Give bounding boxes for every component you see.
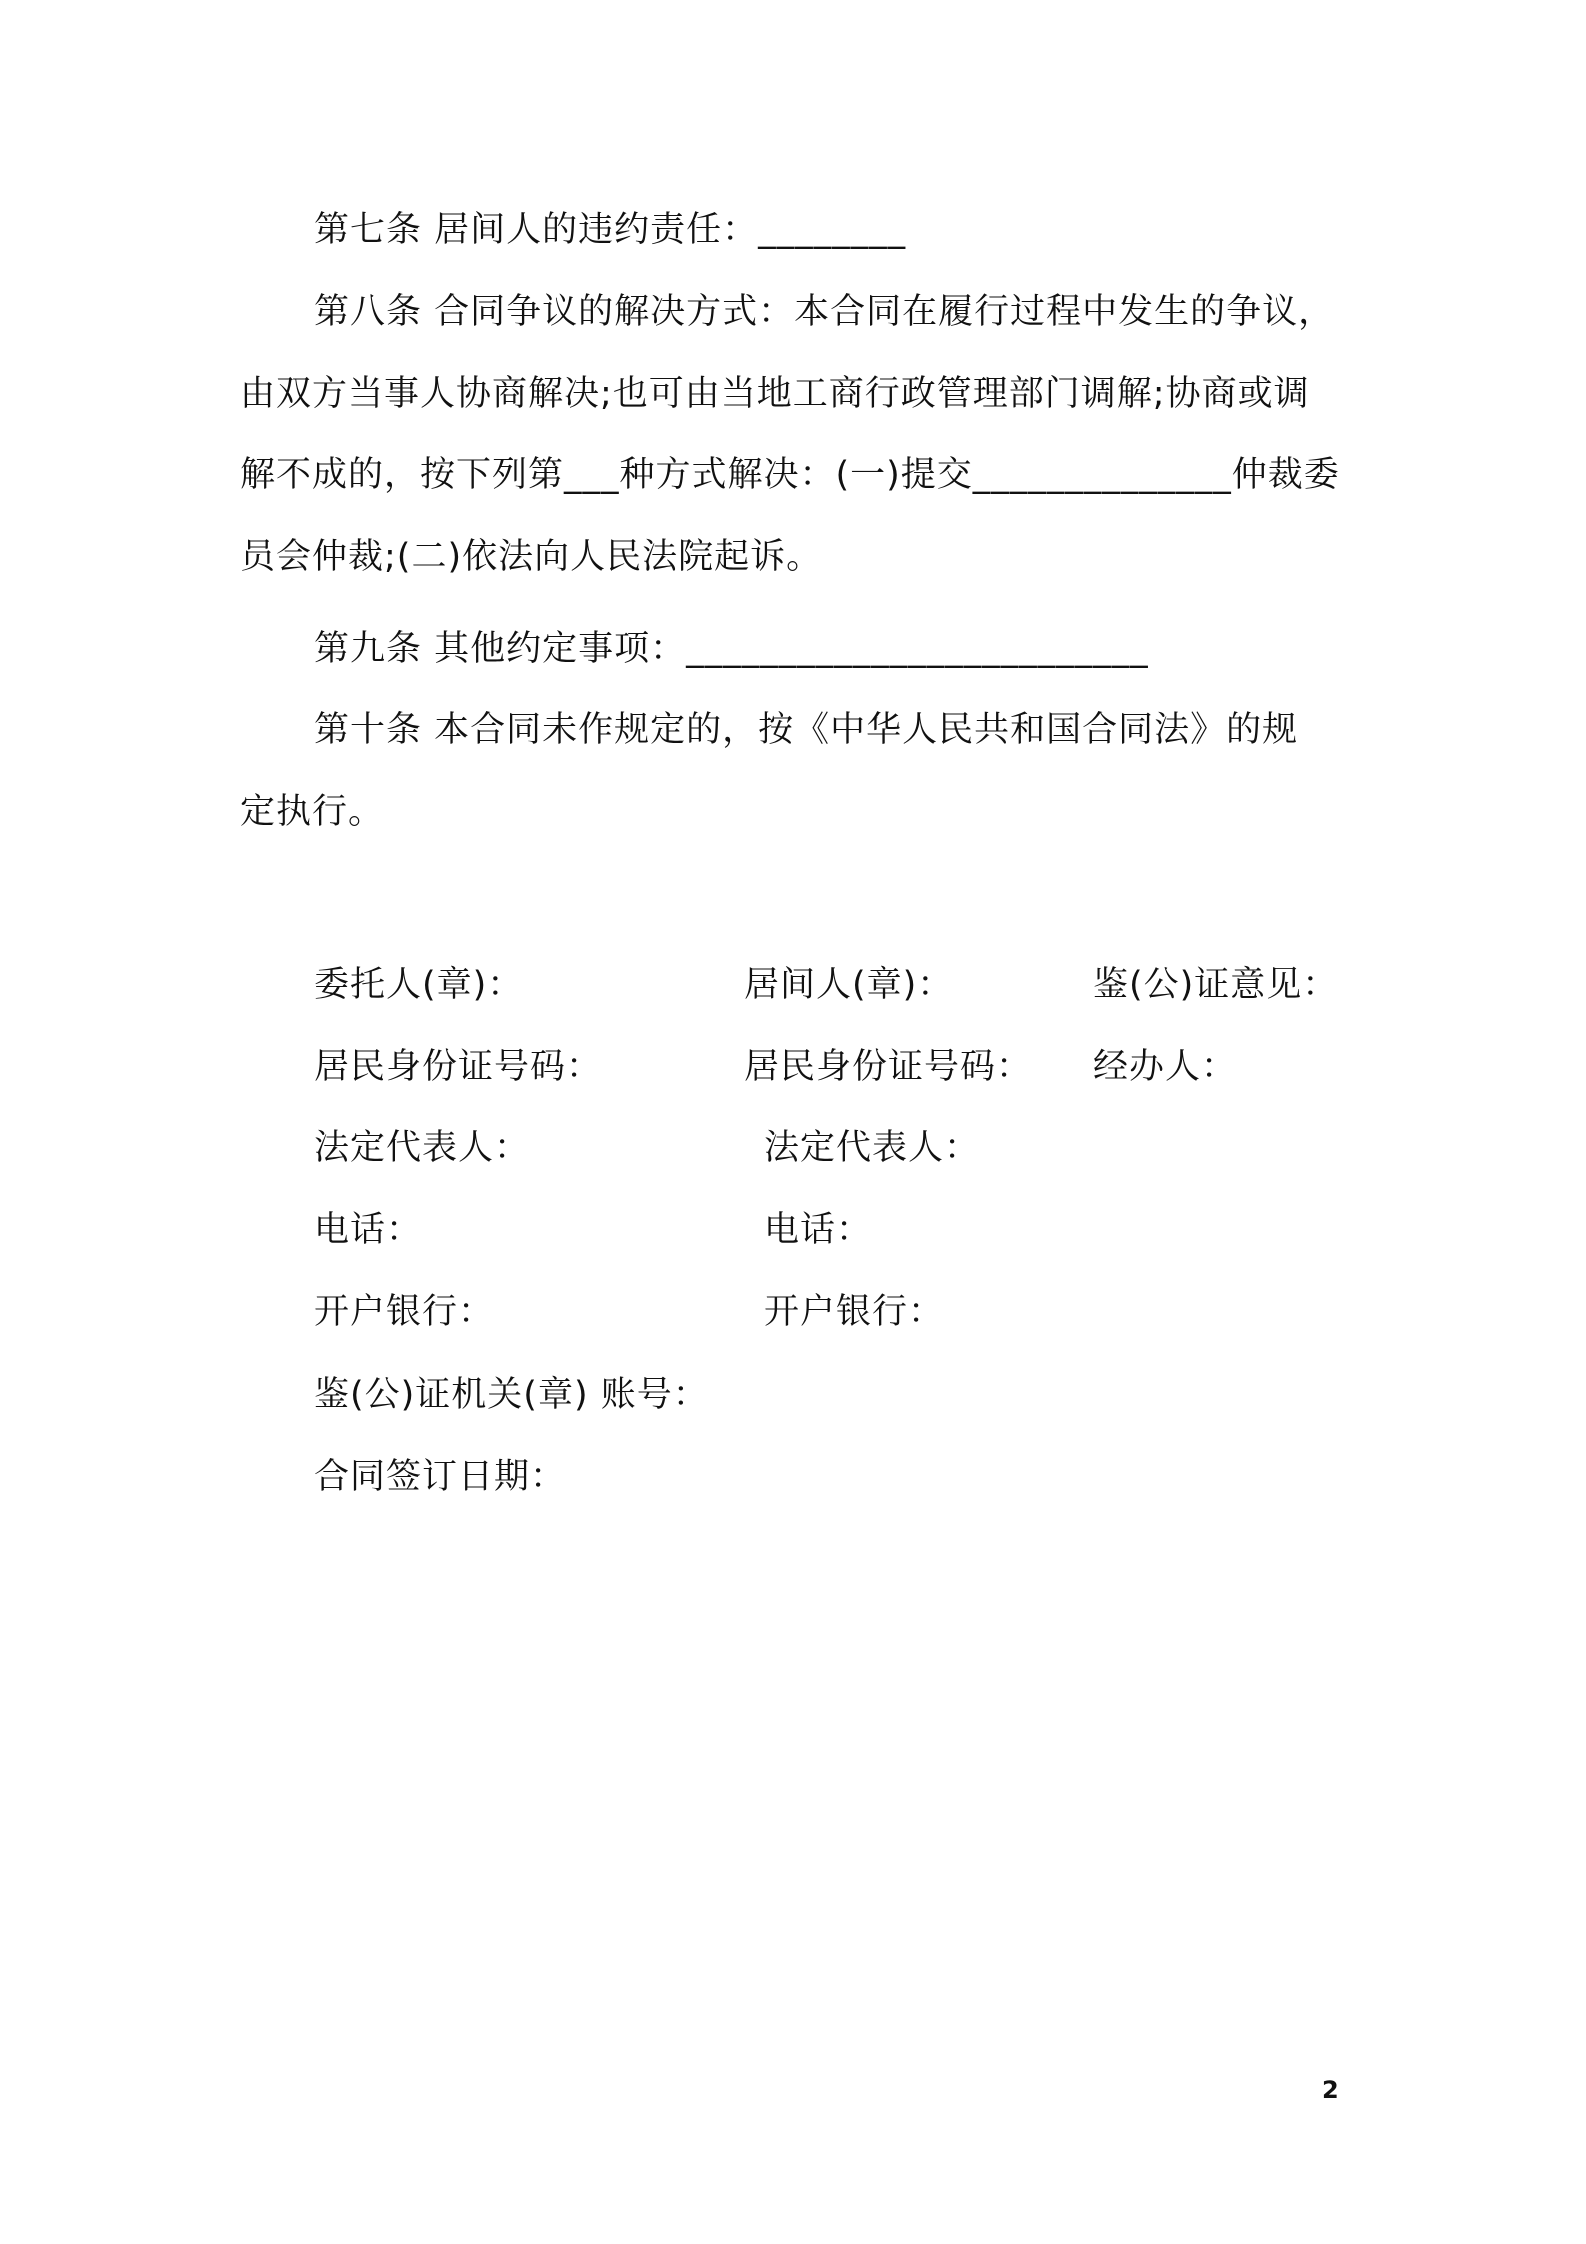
article-8-line-1: 第八条 合同争议的解决方式：本合同在履行过程中发生的争议， (314, 292, 1335, 332)
article-10-line-2: 定执行。 (240, 792, 385, 832)
broker-legal-rep-label: 法定代表人： (764, 1128, 981, 1168)
page-number: 2 (1322, 2076, 1339, 2104)
notary-account-label: 鉴(公)证机关(章) 账号： (314, 1375, 709, 1415)
handler-label: 经办人： (1093, 1047, 1238, 1087)
principal-phone-label: 电话： (314, 1210, 423, 1250)
notary-opinion-label: 鉴(公)证意见： (1093, 965, 1339, 1005)
principal-bank-label: 开户银行： (314, 1292, 495, 1332)
principal-seal-label: 委托人(章)： (314, 965, 524, 1005)
principal-id-label: 居民身份证号码： (314, 1047, 603, 1087)
principal-legal-rep-label: 法定代表人： (314, 1128, 531, 1168)
broker-phone-label: 电话： (764, 1210, 873, 1250)
broker-seal-label: 居间人(章)： (744, 965, 954, 1005)
sign-date-label: 合同签订日期： (314, 1457, 567, 1497)
article-10-line-1: 第十条 本合同未作规定的，按《中华人民共和国合同法》的规 (314, 710, 1299, 750)
article-8-line-3: 解不成的，按下列第___种方式解决：(一)提交______________仲裁委 (240, 455, 1340, 495)
broker-id-label: 居民身份证号码： (744, 1047, 1033, 1087)
article-8-line-2: 由双方当事人协商解决;也可由当地工商行政管理部门调解;协商或调 (240, 374, 1310, 414)
article-7: 第七条 居间人的违约责任：________ (314, 210, 907, 250)
article-8-line-4: 员会仲裁;(二)依法向人民法院起诉。 (240, 537, 823, 577)
article-9: 第九条 其他约定事项：_________________________ (314, 629, 1149, 669)
broker-bank-label: 开户银行： (764, 1292, 945, 1332)
